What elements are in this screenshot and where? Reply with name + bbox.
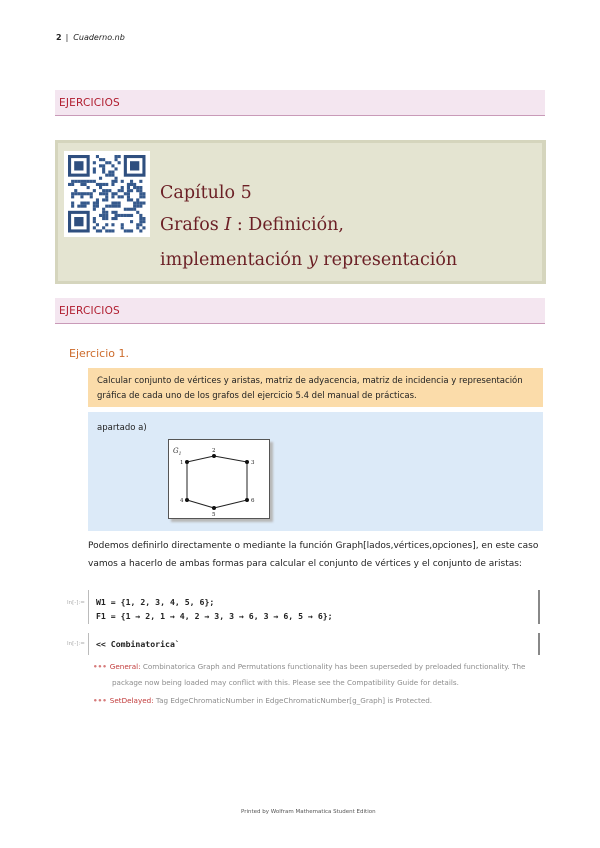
node-label-5: 5 bbox=[212, 512, 216, 518]
explanation-paragraph: Podemos definirlo directamente o mediante la función Graph[lados,vértices,opciones], en este caso vamos a hacerlo de ambas formas para calcular el conjunto de vértices y el conjunto de aristas: bbox=[88, 541, 539, 569]
graph-figure bbox=[168, 439, 270, 519]
graph-node bbox=[245, 460, 249, 464]
graph-node bbox=[245, 498, 249, 502]
apartado-label: apartado a) bbox=[97, 423, 147, 433]
input-label: In[-]:= bbox=[67, 600, 85, 606]
code-line: W1 = {1, 2, 3, 4, 5, 6}; bbox=[96, 597, 215, 607]
section-band-second[interactable] bbox=[55, 298, 545, 324]
node-label-1: 1 bbox=[180, 460, 184, 466]
graph-diagram bbox=[169, 440, 269, 518]
notebook-name: Cuaderno.nb bbox=[73, 33, 125, 42]
message-dots-icon[interactable]: ••• bbox=[93, 696, 107, 705]
node-label-4: 4 bbox=[180, 498, 184, 504]
chapter-number: Capítulo 5 bbox=[160, 183, 252, 203]
graph-edges bbox=[187, 456, 247, 508]
message-name[interactable]: General: bbox=[109, 662, 141, 671]
input-label: In[-]:= bbox=[67, 641, 85, 647]
statement-text: Calcular conjunto de vértices y aristas, matriz de adyacencia, matriz de incidencia y representación gráfica de cada uno de los grafos del ejercicio 5.4 del manual de prácticas. bbox=[97, 376, 523, 401]
node-label-6: 6 bbox=[251, 498, 255, 504]
input-cell-2[interactable] bbox=[88, 633, 540, 655]
section-label: EJERCICIOS bbox=[59, 97, 120, 109]
chapter-subtitle-line2: implementación y representación bbox=[160, 250, 458, 270]
apartado-box bbox=[88, 412, 543, 531]
graph-node bbox=[212, 454, 216, 458]
section-band-top[interactable] bbox=[55, 90, 545, 116]
section-label: EJERCICIOS bbox=[59, 305, 120, 317]
message-general bbox=[93, 659, 525, 691]
message-text: Combinatorica Graph and Permutations functionality has been superseded by preloaded functionality. The bbox=[140, 662, 526, 671]
code-line: << Combinatorica` bbox=[96, 639, 180, 649]
code-line: F1 = {1 → 2, 1 → 4, 2 → 3, 3 → 6, 3 → 6, 5 → 6}; bbox=[96, 611, 333, 621]
exercise-title[interactable]: Ejercicio 1. bbox=[69, 347, 129, 360]
graph-name: $G_1$ bbox=[173, 447, 182, 457]
page-header bbox=[56, 33, 125, 42]
graph-node bbox=[185, 498, 189, 502]
page-number: 2 bbox=[56, 33, 62, 42]
node-label-2: 2 bbox=[212, 448, 216, 454]
chapter-subtitle-line1: Grafos I : Definición, bbox=[160, 215, 344, 235]
graph-node bbox=[212, 506, 216, 510]
chapter-box bbox=[55, 140, 546, 284]
graph-node bbox=[185, 460, 189, 464]
node-label-3: 3 bbox=[251, 460, 255, 466]
message-text-cont: package now being loaded may conflict with this. Please see the Compatibility Guide for details. bbox=[112, 678, 459, 687]
message-dots-icon[interactable]: ••• bbox=[93, 662, 107, 671]
page-footer: Printed by Wolfram Mathematica Student Edition bbox=[241, 809, 376, 815]
message-setdelayed bbox=[93, 693, 432, 709]
exercise-statement bbox=[88, 368, 543, 407]
input-cell-1[interactable] bbox=[88, 590, 540, 624]
header-separator: | bbox=[65, 33, 69, 42]
chapter-title bbox=[160, 177, 457, 276]
qr-code-icon bbox=[64, 151, 150, 237]
message-name[interactable]: SetDelayed: bbox=[109, 696, 154, 705]
message-text: Tag EdgeChromaticNumber in EdgeChromaticNumber[g_Graph] is Protected. bbox=[153, 696, 433, 705]
